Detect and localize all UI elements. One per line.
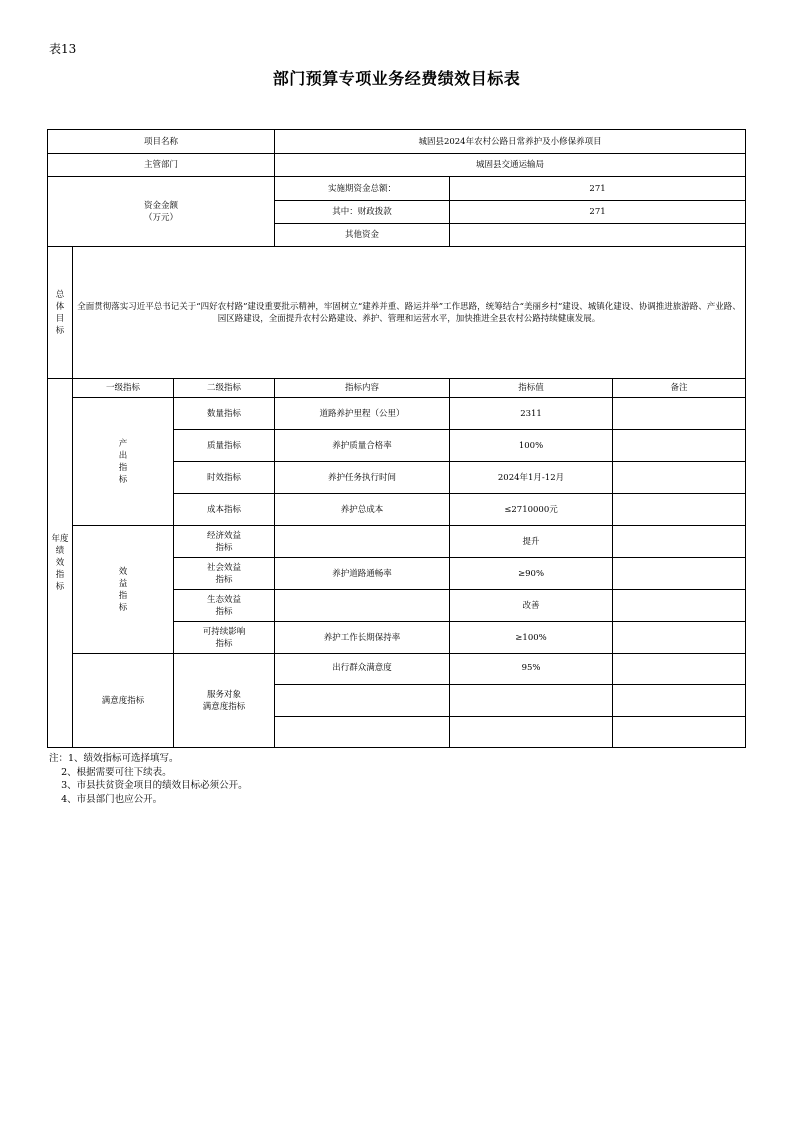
overall-goal-label: 总 体 目 标 xyxy=(48,247,73,379)
fund-total-value: 271 xyxy=(450,177,746,201)
note-cell xyxy=(613,494,746,526)
content-cell: 养护总成本 xyxy=(275,494,450,526)
note-cell xyxy=(613,398,746,430)
level2-cell: 质量指标 xyxy=(174,430,275,462)
value-cell: 2024年1月-12月 xyxy=(450,462,613,494)
col-header-note: 备注 xyxy=(613,379,746,398)
fund-amount-label-line2: （万元） xyxy=(144,212,179,223)
footnote-1: 注：1、绩效指标可选择填写。 xyxy=(49,753,179,764)
content-cell: 道路养护里程（公里） xyxy=(275,398,450,430)
project-name-label: 项目名称 xyxy=(48,130,275,154)
fund-amount-label xyxy=(48,177,275,247)
row-department xyxy=(48,154,746,177)
level2-cell: 成本指标 xyxy=(174,494,275,526)
note-cell xyxy=(613,622,746,654)
footnotes xyxy=(49,752,248,806)
note-cell xyxy=(613,685,746,717)
note-cell xyxy=(613,526,746,558)
value-cell: ≥90% xyxy=(450,558,613,590)
output-indicator-label: 产 出 指 标 xyxy=(73,398,174,526)
row-overall-goal xyxy=(48,247,746,379)
content-cell xyxy=(275,717,450,748)
col-header-content: 指标内容 xyxy=(275,379,450,398)
fund-other-label: 其他资金 xyxy=(275,224,450,247)
note-cell xyxy=(613,590,746,622)
level2-cell: 时效指标 xyxy=(174,462,275,494)
footnote-4: 4、市县部门也应公开。 xyxy=(49,793,163,805)
level2-cell: 社会效益 指标 xyxy=(174,558,275,590)
department-value: 城固县交通运输局 xyxy=(275,154,746,177)
fund-fiscal-label: 其中：财政拨款 xyxy=(275,201,450,224)
row-fund-total xyxy=(48,177,746,201)
table-number: 表13 xyxy=(49,42,77,56)
note-cell xyxy=(613,462,746,494)
content-cell: 养护工作长期保持率 xyxy=(275,622,450,654)
page-title: 部门预算专项业务经费绩效目标表 xyxy=(272,69,521,88)
table-row xyxy=(48,654,746,685)
content-cell xyxy=(275,685,450,717)
col-header-value: 指标值 xyxy=(450,379,613,398)
row-project-name xyxy=(48,130,746,154)
note-cell xyxy=(613,654,746,685)
level2-cell: 可持续影响 指标 xyxy=(174,622,275,654)
content-cell: 养护道路通畅率 xyxy=(275,558,450,590)
level2-cell: 生态效益 指标 xyxy=(174,590,275,622)
department-label: 主管部门 xyxy=(48,154,275,177)
fund-amount-label-line1: 资金金额 xyxy=(144,200,179,211)
fund-other-value xyxy=(450,224,746,247)
project-name-value: 城固县2024年农村公路日常养护及小修保养项目 xyxy=(275,130,746,154)
content-cell xyxy=(275,526,450,558)
content-cell: 出行群众满意度 xyxy=(275,654,450,685)
level2-cell: 数量指标 xyxy=(174,398,275,430)
value-cell: 100% xyxy=(450,430,613,462)
level2-cell: 经济效益 指标 xyxy=(174,526,275,558)
fund-fiscal-value: 271 xyxy=(450,201,746,224)
content-cell xyxy=(275,590,450,622)
value-cell: 95% xyxy=(450,654,613,685)
row-indicator-header xyxy=(48,379,746,398)
performance-target-table xyxy=(47,129,746,748)
content-cell: 养护任务执行时间 xyxy=(275,462,450,494)
value-cell xyxy=(450,717,613,748)
value-cell: 2311 xyxy=(450,398,613,430)
value-cell: ≥100% xyxy=(450,622,613,654)
satisfaction-level2-cell: 服务对象 满意度指标 xyxy=(174,654,275,748)
col-header-level2: 二级指标 xyxy=(174,379,275,398)
overall-goal-text: 全面贯彻落实习近平总书记关于“四好农村路”建设重要批示精神，牢固树立“建养并重、路运并举”工作思路，统筹结合“美丽乡村”建设、城镇化建设、协调推进旅游路、产业路、园区路建设，全面提升农村公路建设、养护、管理和运营水平，加快推进全县农村公路持续健康发展。 xyxy=(73,247,746,379)
note-cell xyxy=(613,717,746,748)
satisfaction-indicator-label: 满意度指标 xyxy=(73,654,174,748)
col-header-level1: 一级指标 xyxy=(73,379,174,398)
value-cell: ≤2710000元 xyxy=(450,494,613,526)
table-row xyxy=(48,526,746,558)
value-cell: 改善 xyxy=(450,590,613,622)
fund-total-label: 实施期资金总额： xyxy=(275,177,450,201)
annual-indicator-label: 年度 绩 效 指 标 xyxy=(48,379,73,748)
footnote-3: 3、市县扶贫资金项目的绩效目标必须公开。 xyxy=(49,780,248,791)
benefit-indicator-label: 效 益 指 标 xyxy=(73,526,174,654)
value-cell: 提升 xyxy=(450,526,613,558)
footnote-2: 2、根据需要可往下续表。 xyxy=(49,766,172,778)
note-cell xyxy=(613,430,746,462)
table-row xyxy=(48,398,746,430)
note-cell xyxy=(613,558,746,590)
content-cell: 养护质量合格率 xyxy=(275,430,450,462)
value-cell xyxy=(450,685,613,717)
